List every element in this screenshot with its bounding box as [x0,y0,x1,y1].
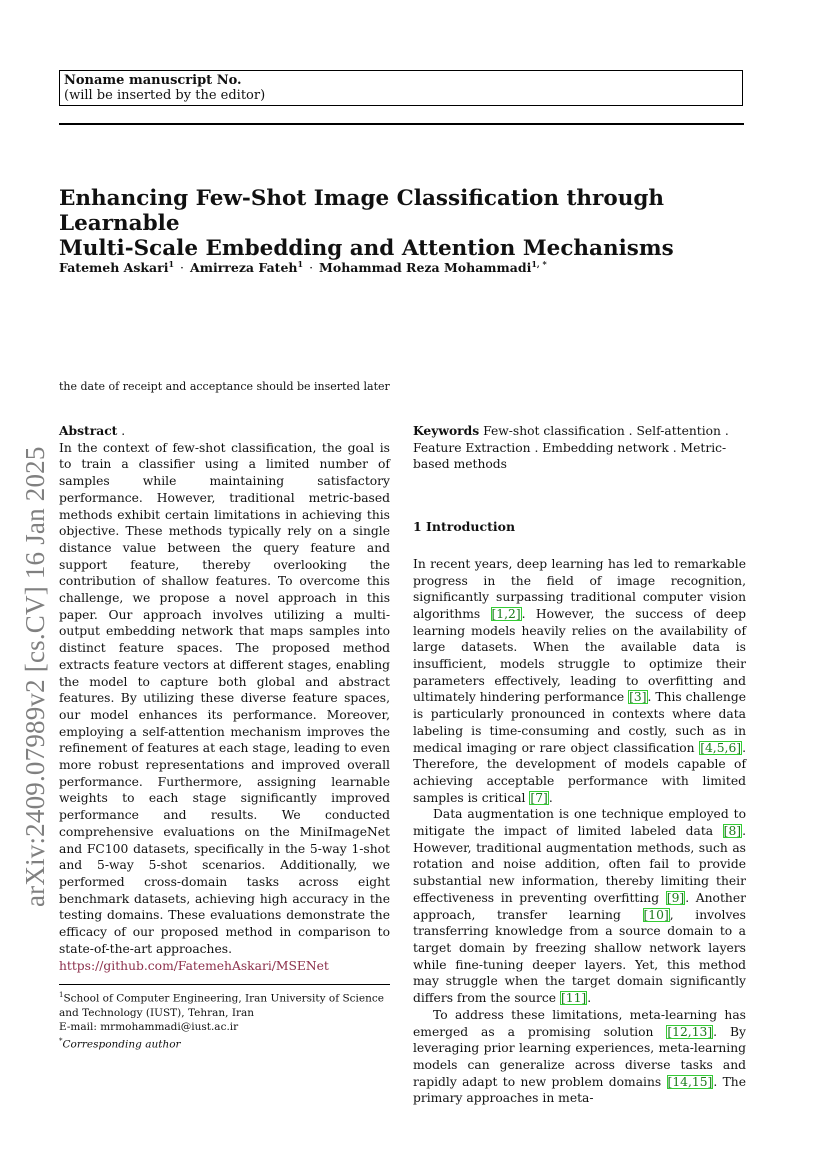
text-run: . [548,790,553,805]
received-note: the date of receipt and acceptance should be inserted later [59,380,390,393]
corresponding-mark: * [59,1036,63,1045]
citation-link[interactable]: [14,15] [667,1074,713,1089]
citation-link[interactable]: [12,13] [667,1024,713,1039]
author-name: Amirreza Fateh [190,260,298,276]
paper-title [59,186,759,261]
footnote [59,988,392,1051]
abstract-heading: Abstract [59,423,118,438]
text-run: , involves transferring knowledge from a source domain to a target domain by freezing shallow network layers while fine-tuning deeper layers. Yet, this method may struggle when the target domain significantly differs from the source [413,907,746,1006]
abstract-body: In the context of few-shot classification, the goal is to train a classifier using a limited number of samples while maintaining satisfactory performance. However, traditional metric-based methods exhibit certain limitations in achieving this objective. These methods typically rely on a single distance value between the query feature and support feature, thereby overlooking the contribution of shallow features. To overcome this challenge, we propose a novel approach in this paper. Our approach involves utilizing a multi-output embedding network that maps samples into distinct feature spaces. The proposed method extracts feature vectors at different stages, enabling the model to capture both global and abstract features. By utilizing these diverse feature spaces, our model enhances its performance. Moreover, employing a self-attention mechanism improves the refinement of features at each stage, leading to even more robust representations and improved overall performance. Furthermore, assigning learnable weights to each stage significantly improved performance and results. We conducted comprehensive evaluations on the MiniImageNet and FC100 datasets, specifically in the 5-way 1-shot and 5-way 5-shot scenarios. Additionally, we performed cross-domain tasks across eight benchmark datasets, achieving high accuracy in the testing domains. These evaluations demonstrate the efficacy of our proposed method in comparison to state-of-the-art approaches. [59,440,390,956]
affiliation-mark: 1 [59,991,64,999]
text-run: . This challenge is particularly pronounced in contexts where data labeling is time-consuming and costly, such as in medical imaging or rare object classification [413,690,746,755]
contact-email: E-mail: mrmohammadi@iust.ac.ir [59,1020,239,1033]
arxiv-identifier: arXiv:2409.07989v2 [cs.CV] 16 Jan 2025 [20,446,50,907]
text-run: . Another approach, transfer learning [413,890,746,922]
author-affiliation-mark: 1 [168,259,175,269]
introduction-heading: 1 Introduction [413,519,516,535]
citation-link[interactable]: [7] [530,790,548,805]
citation-link[interactable]: [11] [560,991,587,1006]
affiliation: School of Computer Engineering, Iran University of Science and Technology (IUST), Tehran, Iran [59,992,384,1019]
author-affiliation-mark: 1 [297,259,304,269]
text-run: . [587,991,592,1006]
editor-note: (will be inserted by the editor) [64,88,266,103]
right-column [413,423,746,1107]
author-separator: · [180,260,185,276]
author-name: Fatemeh Askari [59,260,169,276]
text-run: To address these limitations, meta-learning has emerged as a promising solution [413,1007,746,1039]
keywords-section [413,423,746,473]
author-name: Mohammad Reza Mohammadi [319,260,532,276]
abstract-section [59,423,390,974]
text-run: . The primary approaches in meta- [413,1074,746,1106]
intro-paragraph-1 [413,556,746,807]
citation-link[interactable]: [4,5,6] [700,740,742,755]
corresponding-author-note: Corresponding author [62,1038,181,1050]
editor-box [59,70,743,106]
arxiv-stamp [18,367,52,907]
keywords-list: Few-shot classification . Self-attention . Feature Extraction . Embedding network . Metric-based methods [413,424,729,472]
text-run: . However, traditional augmentation methods, such as rotation and noise addition, often fail to provide substantial new information, thereby limiting their effectiveness in preventing overfitting [413,824,746,905]
text-run: . By leveraging prior learning experiences, meta-learning models can generalize across diverse tasks and rapidly adapt to new problem domains [413,1024,746,1089]
text-run: . However, the success of deep learning models heavily relies on the availability of large datasets. When the available data is insufficient, models struggle to optimize their parameters effectively, leading to overfitting and ultimately hindering performance [413,606,746,705]
citation-link[interactable]: [9] [666,890,685,905]
text-run: . Therefore, the development of models capable of achieving acceptable performance with limited samples is critical [413,740,746,805]
author-separator: · [309,260,314,276]
intro-paragraph-3 [413,1007,746,1107]
citation-link[interactable]: [8] [723,824,742,839]
title-line: Enhancing Few-Shot Image Classification through Learnable [59,186,664,236]
code-repository-link[interactable]: https://github.com/FatemehAskari/MSENet [59,958,329,973]
top-rule [59,123,744,125]
manuscript-number: Noname manuscript No. [64,73,242,88]
author-affiliation-mark: 1, * [531,259,547,269]
keywords-heading: Keywords [413,423,480,438]
intro-paragraph-2 [413,806,746,1006]
text-run: Data augmentation is one technique employed to mitigate the impact of limited labeled data [413,807,746,839]
footnote-rule [59,984,390,985]
citation-link[interactable]: [10] [643,907,669,922]
abstract-heading-suffix: . [117,424,126,438]
title-line: Multi-Scale Embedding and Attention Mechanisms [59,236,674,261]
text-run: In recent years, deep learning has led to remarkable progress in the field of image recognition, significantly surpassing traditional computer vision algorithms [413,556,746,621]
author-list [59,259,759,275]
citation-link[interactable]: [1,2] [491,606,521,621]
citation-link[interactable]: [3] [629,690,647,705]
